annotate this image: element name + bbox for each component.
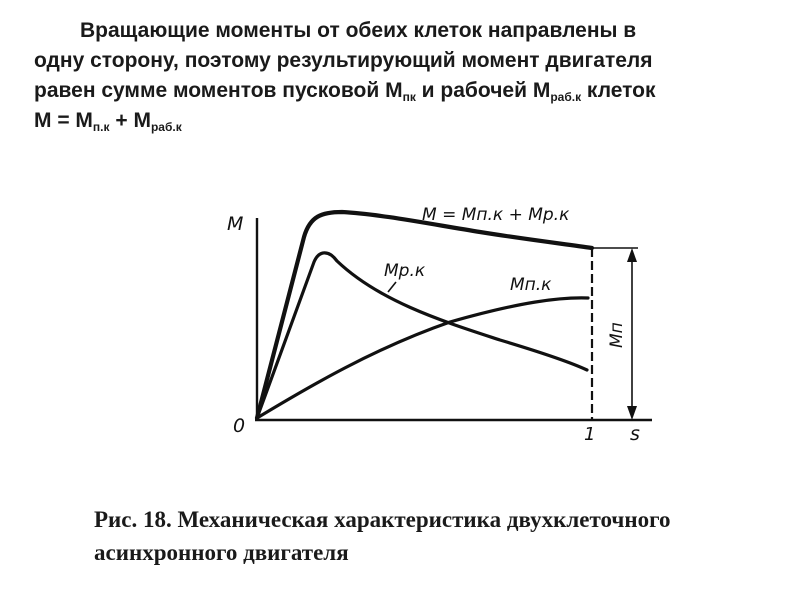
dimension-arrow-top <box>627 248 637 262</box>
total-curve-label: М = Мп.к + Мр.к <box>422 205 570 225</box>
y-axis-label: М <box>227 213 244 235</box>
heading-line-1: Вращающие моменты от обеих клеток направлены в <box>80 19 637 42</box>
working-curve-label: Мр.к <box>384 261 426 281</box>
torque-slip-figure <box>200 190 670 460</box>
figure-caption <box>94 503 784 569</box>
working-curve-leader <box>388 282 396 292</box>
starting-curve-label: Мп.к <box>510 275 552 295</box>
caption-line-1: Рис. 18. Механическая характеристика двухклеточного <box>94 507 671 532</box>
starting-torque-label: Мп <box>607 322 627 348</box>
torque-formula: $М = М_{п.к} + М_{раб.к}$ <box>34 109 182 134</box>
dimension-arrow-bottom <box>627 406 637 420</box>
x-tick-label-1: 1 <box>584 424 596 445</box>
heading-line-2: одну сторону, поэтому результирующий момент двигателя <box>34 49 653 72</box>
heading-text <box>34 16 774 136</box>
x-axis-label: s <box>630 423 640 445</box>
heading-line-3: равен сумме моментов пусковой $М_{пк}$ и рабочей $М_{раб.к}$ клеток <box>34 79 656 104</box>
caption-line-2: асинхронного двигателя <box>94 540 349 565</box>
starting-torque-curve <box>257 298 588 418</box>
origin-label: 0 <box>233 415 246 437</box>
